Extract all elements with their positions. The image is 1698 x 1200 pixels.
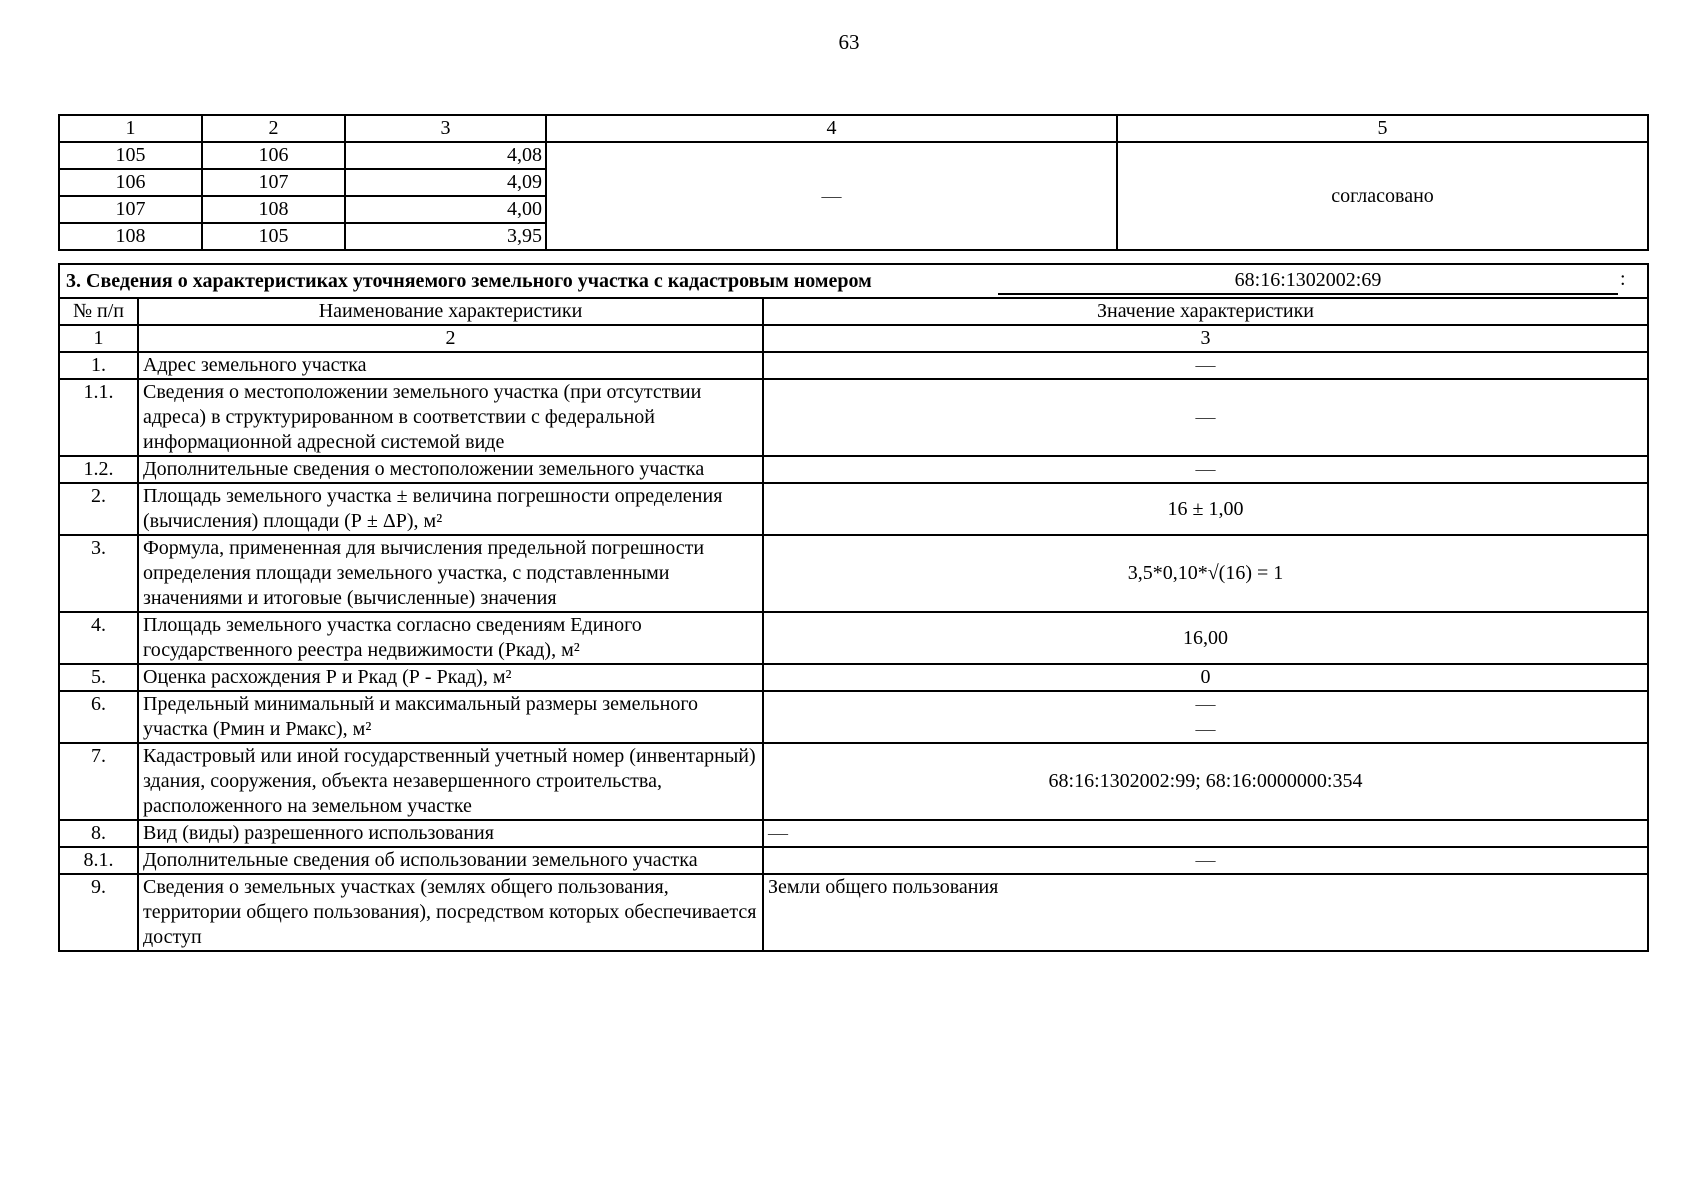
boundary-table: [58, 114, 1649, 251]
section-title-row: [59, 264, 1648, 298]
table-row: [59, 142, 1648, 169]
row-value: 68:16:1302002:99; 68:16:0000000:354: [763, 743, 1648, 820]
table-row: [59, 820, 1648, 847]
row-number: 9.: [59, 874, 138, 951]
distance: 4,00: [345, 196, 546, 223]
point-to: 107: [202, 169, 345, 196]
row-value: —: [763, 847, 1648, 874]
point-to: 106: [202, 142, 345, 169]
header-name: Наименование характеристики: [138, 298, 763, 325]
row-number: 1.1.: [59, 379, 138, 456]
row-number: 1.2.: [59, 456, 138, 483]
point-from: 106: [59, 169, 202, 196]
row-name: Вид (виды) разрешенного использования: [138, 820, 763, 847]
row-number: 8.: [59, 820, 138, 847]
distance: 4,08: [345, 142, 546, 169]
table-header-row: [59, 298, 1648, 325]
row-number: 2.: [59, 483, 138, 535]
row-name: Сведения о земельных участках (землях общего пользования, территории общего пользования), посредством которых обеспечивается доступ: [138, 874, 763, 951]
min-size-value: —: [1195, 693, 1216, 715]
row-number: 5.: [59, 664, 138, 691]
header-value: Значение характеристики: [763, 298, 1648, 325]
cadastral-number: 68:16:1302002:69: [998, 267, 1618, 295]
table-row: [59, 847, 1648, 874]
trailing-colon: :: [1620, 268, 1626, 290]
row-name: Дополнительные сведения об использовании земельного участка: [138, 847, 763, 874]
section-title: 3. Сведения о характеристиках уточняемого земельного участка с кадастровым номером: [66, 269, 872, 292]
col-number: 2: [138, 325, 763, 352]
row-name: Оценка расхождения Р и Ркад (Р - Ркад), м²: [138, 664, 763, 691]
row-value: 16 ± 1,00: [763, 483, 1648, 535]
table-row: [59, 691, 1648, 743]
point-from: 105: [59, 142, 202, 169]
row-name: [138, 691, 763, 743]
row-number: 4.: [59, 612, 138, 664]
row-value: 0: [763, 664, 1648, 691]
row-number: 8.1.: [59, 847, 138, 874]
row-name-text: Предельный минимальный и максимальный размеры земельного участка (Рмин и Рмакс), м²: [143, 693, 699, 740]
col-number: 1: [59, 325, 138, 352]
row-value: —: [763, 379, 1648, 456]
page-number: 63: [838, 30, 860, 54]
table-row: [59, 874, 1648, 951]
distance: 3,95: [345, 223, 546, 250]
header-cell: 3: [345, 115, 546, 142]
distance: 4,09: [345, 169, 546, 196]
header-cell: 5: [1117, 115, 1648, 142]
max-size-value: —: [1195, 718, 1216, 740]
col4-value: —: [546, 142, 1117, 250]
characteristics-table: [58, 263, 1649, 952]
table-row: [59, 352, 1648, 379]
row-value: —: [763, 456, 1648, 483]
table-header-row: [59, 115, 1648, 142]
header-num: № п/п: [59, 298, 138, 325]
table-row: [59, 743, 1648, 820]
header-cell: 4: [546, 115, 1117, 142]
table-row: [59, 379, 1648, 456]
header-cell: 1: [59, 115, 202, 142]
point-to: 105: [202, 223, 345, 250]
table-row: [59, 483, 1648, 535]
table-row: [59, 612, 1648, 664]
row-name: Кадастровый или иной государственный учетный номер (инвентарный) здания, сооружения, объекта незавершенного строительства, расположенного на земельном участке: [138, 743, 763, 820]
row-name: Площадь земельного участка согласно сведениям Единого государственного реестра недвижимости (Ркад), м²: [138, 612, 763, 664]
row-name: Адрес земельного участка: [138, 352, 763, 379]
point-from: 108: [59, 223, 202, 250]
point-from: 107: [59, 196, 202, 223]
row-name: Площадь земельного участка ± величина погрешности определения (вычисления) площади (Р ± ΔР), м²: [138, 483, 763, 535]
row-number: 7.: [59, 743, 138, 820]
row-value: 3,5*0,10*√(16) = 1: [763, 535, 1648, 612]
row-number: 3.: [59, 535, 138, 612]
table-row: [59, 456, 1648, 483]
row-number: 1.: [59, 352, 138, 379]
point-to: 108: [202, 196, 345, 223]
row-name: Дополнительные сведения о местоположении земельного участка: [138, 456, 763, 483]
table-row: [59, 664, 1648, 691]
row-name: Сведения о местоположении земельного участка (при отсутствии адреса) в структурированном в соответствии с федеральной информационной адресной системой виде: [138, 379, 763, 456]
row-value: —: [763, 352, 1648, 379]
approval-status: согласовано: [1117, 142, 1648, 250]
row-value: Земли общего пользования: [763, 874, 1648, 951]
header-cell: 2: [202, 115, 345, 142]
column-number-row: [59, 325, 1648, 352]
row-value: 16,00: [763, 612, 1648, 664]
table-row: [59, 535, 1648, 612]
section-title-cell: [59, 264, 1648, 298]
row-value: [763, 691, 1648, 743]
row-value: —: [763, 820, 1648, 847]
col-number: 3: [763, 325, 1648, 352]
row-number: 6.: [59, 691, 138, 743]
row-name: Формула, примененная для вычисления предельной погрешности определения площади земельного участка, с подставленными значениями и итоговые (вычисленные) значения: [138, 535, 763, 612]
